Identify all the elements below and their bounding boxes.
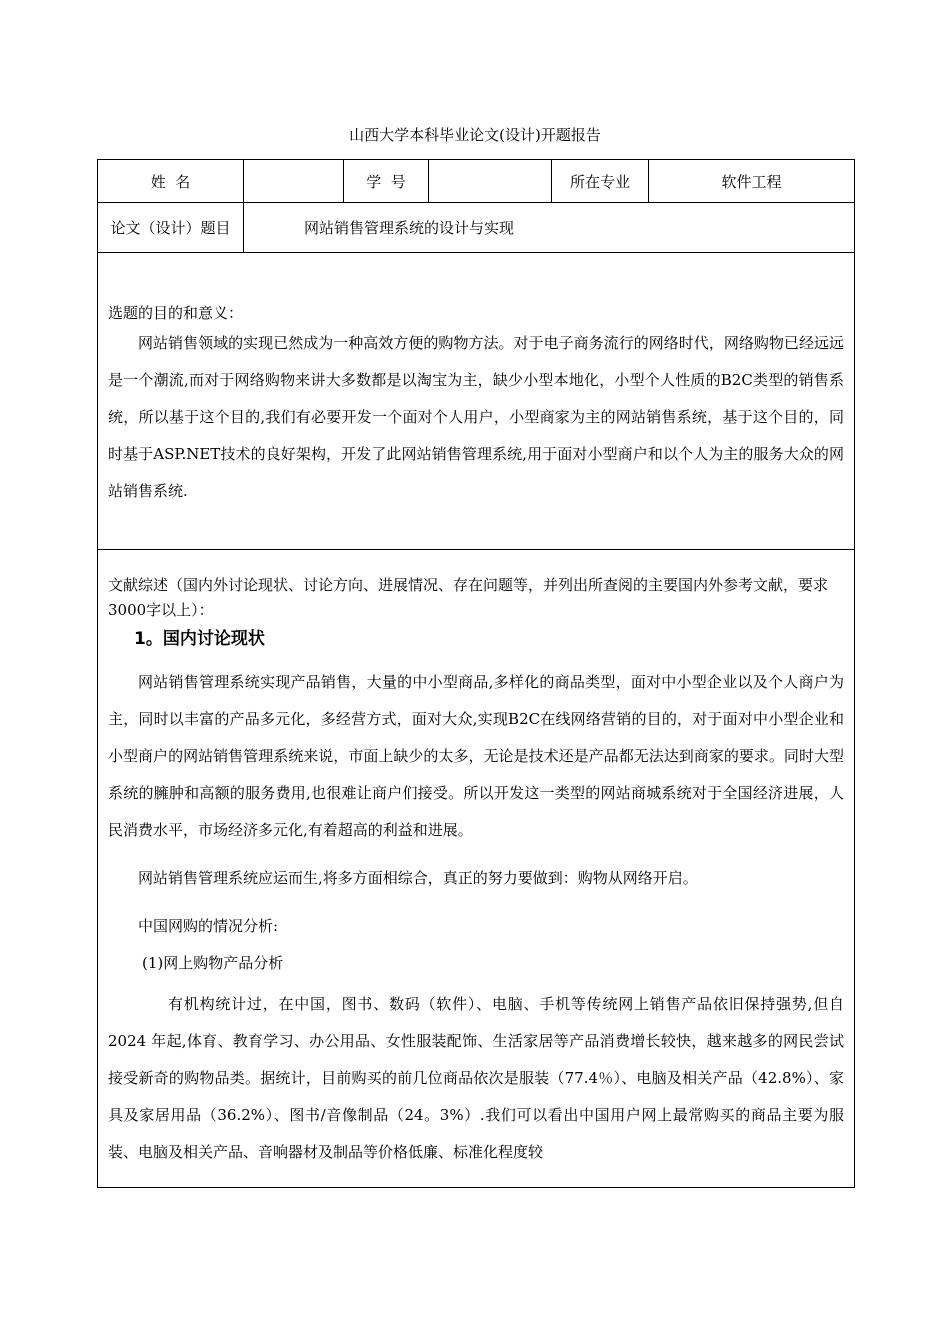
literature-subheading: (1)网上购物产品分析 — [142, 953, 284, 972]
student-id-value — [429, 160, 552, 203]
purpose-heading: 选题的目的和意义： — [108, 303, 244, 322]
literature-paragraph-2: 网站销售管理系统应运而生,将多方面相综合，真正的努力要做到：购物从网络开启。 — [138, 868, 698, 887]
document-title: 山西大学本科毕业论文(设计)开题报告 — [349, 126, 601, 144]
literature-row — [98, 550, 855, 1188]
proposal-form — [97, 159, 855, 1188]
literature-cell — [98, 550, 855, 1188]
literature-heading: 文献综述（国内外讨论现状、讨论方向、进展情况、存在问题等，并列出所查阅的主要国内外参考文献，要求3000字以上）： — [108, 575, 829, 619]
purpose-paragraph: 网站销售领域的实现已然成为一种高效方便的购物方法。对于电子商务流行的网络时代，网络购物已经远远是一个潮流,而对于网络购物来讲大多数都是以淘宝为主，缺少小型本地化，小型个人性质的B2C类型的销售系统，所以基于这个目的,我们有必要开发一个面对个人用户，小型商家为主的网站销售系统，基于这个目的，同时基于ASP.NET技术的良好架构，开发了此网站销售管理系统,用于面对小型商户和以个人为主的服务大众的网站销售系统. — [108, 333, 844, 500]
purpose-cell — [98, 253, 855, 550]
info-row — [98, 160, 855, 203]
name-value — [244, 160, 344, 203]
literature-paragraph-4: 有机构统计过，在中国，图书、数码（软件）、电脑、手机等传统网上销售产品依旧保持强势,但自2024 年起,体育、教育学习、办公用品、女性服装配饰、生活家居等产品消费增长较快，越来越多的网民尝试接受新奇的购物品类。据统计，目前购买的前几位商品依次是服装（77.4％）、电脑及相关产品（42.8%）、家具及家居用品（36.2%）、图书/音像制品（24。3%）.我们可以看出中国用户网上最常购买的商品主要为服装、电脑及相关产品、音响器材及制品等价格低廉、标准化程度较 — [108, 994, 844, 1161]
major-value: 软件工程 — [649, 160, 855, 203]
purpose-row — [98, 253, 855, 550]
literature-paragraph-3: 中国网购的情况分析: — [138, 916, 279, 935]
topic-value: 网站销售管理系统的设计与实现 — [244, 203, 855, 253]
student-id-label: 学 号 — [344, 160, 429, 203]
section-title: 1。国内讨论现状 — [134, 628, 265, 649]
major-label: 所在专业 — [552, 160, 649, 203]
name-label: 姓 名 — [98, 160, 244, 203]
topic-row — [98, 203, 855, 253]
literature-paragraph-1: 网站销售管理系统实现产品销售，大量的中小型商品,多样化的商品类型，面对中小型企业以及个人商户为主，同时以丰富的产品多元化，多经营方式，面对大众,实现B2C在线网络营销的目的，对于面对中小型企业和小型商户的网站销售管理系统来说，市面上缺少的太多，无论是技术还是产品都无法达到商家的要求。同时大型系统的臃肿和高额的服务费用,也很难让商户们接受。所以开发这一类型的网站商城系统对于全国经济进展，人民消费水平，市场经济多元化,有着超高的利益和进展。 — [108, 672, 844, 839]
topic-label: 论文（设计）题目 — [98, 203, 244, 253]
